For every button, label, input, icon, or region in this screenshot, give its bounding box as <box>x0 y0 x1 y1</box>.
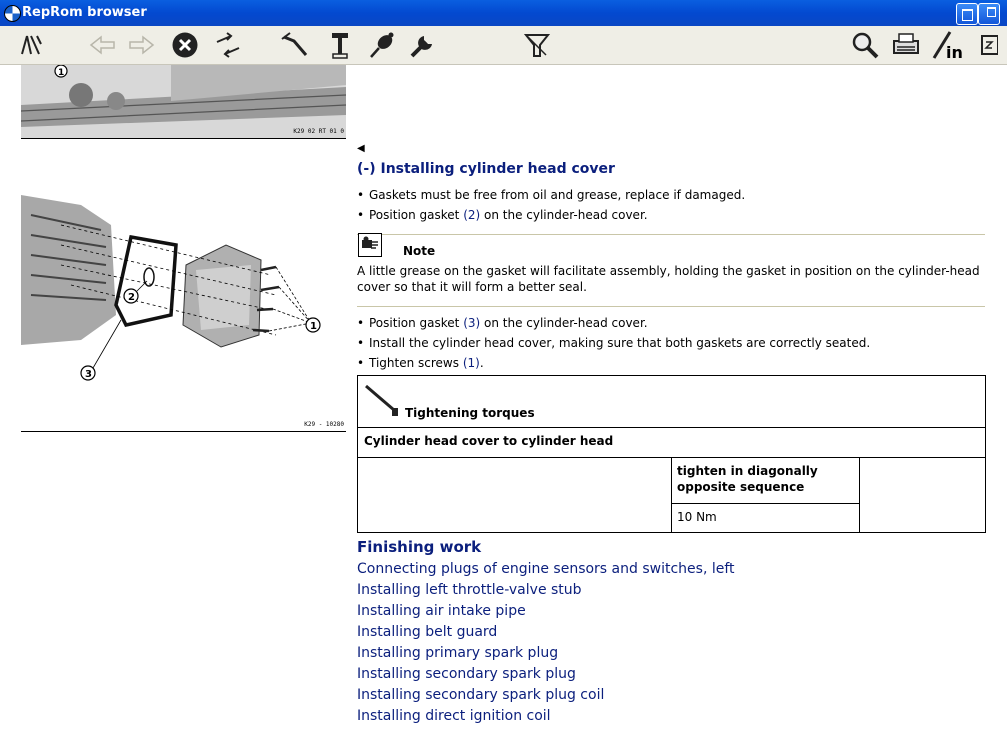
list-item-text: on the cylinder-head cover. <box>480 208 648 222</box>
figure-code: K29 - 10280 <box>304 421 344 428</box>
list-item-text: Gaskets must be free from oil and grease, replace if damaged. <box>369 188 746 202</box>
ref-link-3[interactable]: (3) <box>463 316 481 330</box>
callout-3: 3 <box>85 369 92 380</box>
stop-icon <box>171 31 199 59</box>
search-button[interactable] <box>848 28 882 62</box>
torque-value-cell <box>672 504 860 533</box>
book-cursor-icon <box>17 32 45 58</box>
list-item-text: Tighten screws <box>369 356 463 370</box>
ref-link-2[interactable]: (2) <box>463 208 481 222</box>
pencil-in-label: in <box>946 43 963 62</box>
torque-empty-cell <box>860 458 986 533</box>
printer-icon <box>891 31 921 59</box>
spanner-icon <box>408 30 438 60</box>
torque-table <box>357 375 986 533</box>
refresh-icon <box>213 30 243 60</box>
list-item: • Position gasket (2) on the cylinder-head cover. <box>357 208 648 222</box>
divider <box>357 306 985 307</box>
cylinder-head-drawing <box>21 185 346 431</box>
restore-button[interactable] <box>978 3 1000 25</box>
pencil-in-icon <box>930 28 964 62</box>
lubricant-button[interactable] <box>365 28 399 62</box>
restore-icon <box>987 7 996 17</box>
torque-value: 10 Nm <box>677 510 717 524</box>
list-item: • Install the cylinder head cover, making sure that both gaskets are correctly seated. <box>357 336 871 350</box>
list-item: • Position gasket (3) on the cylinder-head cover. <box>357 316 648 330</box>
back-arrow-icon <box>89 34 117 56</box>
grease-gun-icon <box>367 30 397 60</box>
top-figure-code: K29 02 RT 01 0 <box>293 128 344 135</box>
figure-column <box>0 65 350 731</box>
callout-2: 2 <box>128 292 135 303</box>
top-figure <box>21 65 346 139</box>
torque-empty-cell <box>358 458 672 533</box>
magnifier-icon <box>850 30 880 60</box>
note-text: A little grease on the gasket will facilitate assembly, holding the gasket in position on the cylinder-head cover so that it will form a better seal. <box>357 264 980 294</box>
list-item-text: . <box>479 356 484 370</box>
window-title: RepRom browser <box>22 5 147 20</box>
contents-button[interactable] <box>14 28 48 62</box>
torque-row-title: Cylinder head cover to cylinder head <box>364 434 614 448</box>
forward-arrow-icon <box>127 34 155 56</box>
list-item: • Tighten screws (1). <box>357 356 484 370</box>
back-button[interactable] <box>86 28 120 62</box>
callout-1: 1 <box>310 321 317 332</box>
list-item-text: on the cylinder-head cover. <box>480 316 648 330</box>
back-to-top-icon[interactable]: ◀ <box>357 143 365 154</box>
finishing-link[interactable]: Installing air intake pipe <box>357 603 526 619</box>
section-title: (-) Installing cylinder head cover <box>357 161 615 177</box>
torque-spanner-button[interactable] <box>406 28 440 62</box>
wrench-pliers-icon <box>280 31 312 59</box>
torque-instruction: tighten in diagonally opposite sequence <box>677 464 818 494</box>
finishing-link[interactable]: Installing secondary spark plug coil <box>357 687 605 703</box>
list-item-text: Position gasket <box>369 208 464 222</box>
torque-header: Tightening torques <box>405 406 535 420</box>
refresh-button[interactable] <box>211 28 245 62</box>
minimize-icon <box>962 9 973 21</box>
stop-button[interactable] <box>168 28 202 62</box>
document-content <box>0 65 1007 731</box>
note-title: Note <box>403 244 436 258</box>
annotate-button[interactable] <box>930 28 964 62</box>
toolbar <box>0 26 1007 65</box>
press-tool-icon <box>327 30 353 60</box>
torque-wrench-icon <box>364 382 404 418</box>
list-item-text: Position gasket <box>369 316 464 330</box>
print-button[interactable] <box>889 28 923 62</box>
finishing-link[interactable]: Installing secondary spark plug <box>357 666 576 682</box>
list-item-text: Install the cylinder head cover, making sure that both gaskets are correctly seated. <box>369 336 871 350</box>
text-column <box>357 65 987 731</box>
torque-row-title-cell <box>358 428 986 458</box>
finishing-link[interactable]: Installing primary spark plug <box>357 645 559 661</box>
cylinder-head-figure <box>21 185 346 432</box>
list-item: • Gaskets must be free from oil and grease, replace if damaged. <box>357 188 746 202</box>
press-tool-button[interactable] <box>323 28 357 62</box>
special-tools-button[interactable] <box>279 28 313 62</box>
finishing-link[interactable]: Connecting plugs of engine sensors and switches, left <box>357 561 735 577</box>
finishing-link[interactable]: Installing direct ignition coil <box>357 708 551 724</box>
finishing-work-title: Finishing work <box>357 538 482 556</box>
divider <box>357 234 985 235</box>
funnel-icon <box>523 31 551 59</box>
bookmark-icon <box>978 32 998 58</box>
finishing-link[interactable]: Installing left throttle-valve stub <box>357 582 582 598</box>
minimize-button[interactable] <box>956 3 978 25</box>
filter-button[interactable] <box>520 28 554 62</box>
finishing-link[interactable]: Installing belt guard <box>357 624 498 640</box>
torque-header-cell <box>358 376 986 428</box>
bmw-logo-icon <box>4 5 21 22</box>
torque-instruction-cell <box>672 458 860 504</box>
bookmark-button[interactable] <box>978 28 1007 62</box>
ref-link-1[interactable]: (1) <box>462 356 480 370</box>
top-figure-callout: 1 <box>58 68 65 78</box>
note-icon <box>358 233 382 257</box>
title-bar <box>0 0 1007 26</box>
forward-button[interactable] <box>124 28 158 62</box>
